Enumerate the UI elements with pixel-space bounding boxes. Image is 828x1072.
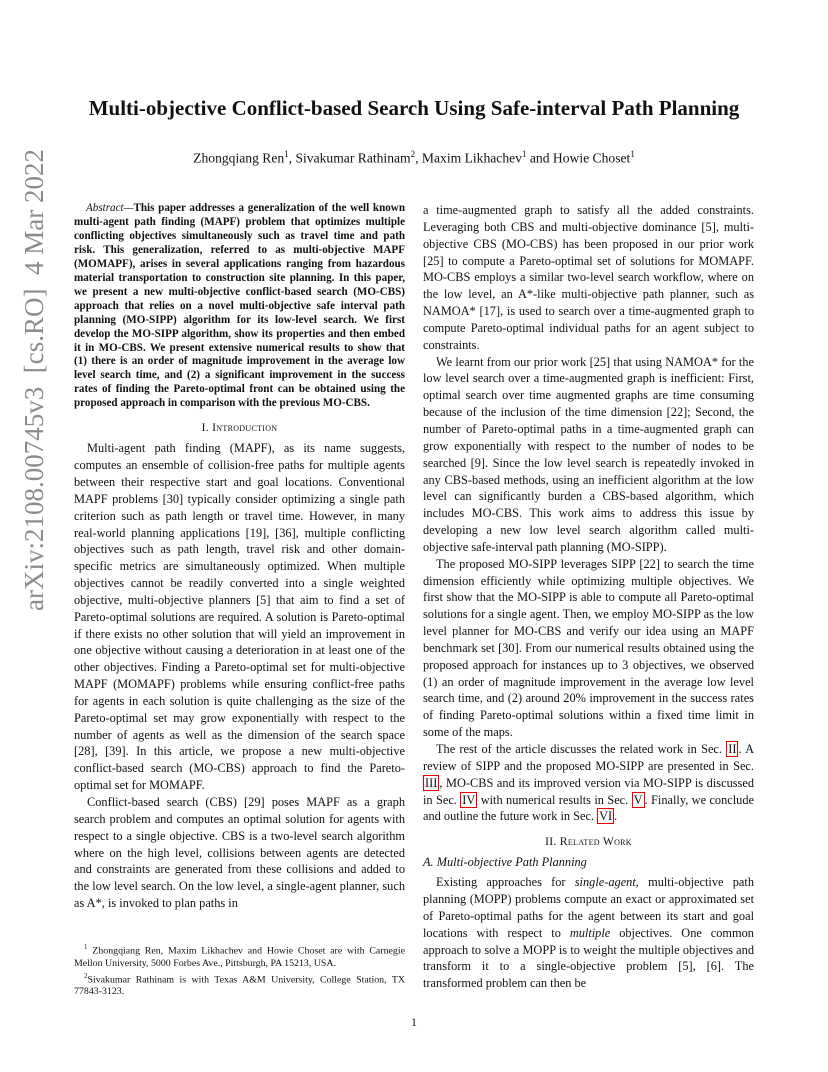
text-run: . Finally, we conclude and outline the future work in Sec. — [423, 792, 754, 824]
author-name: Zhongqiang Ren — [193, 150, 285, 166]
author-name: Maxim Likhachev — [421, 150, 522, 166]
text-run: , multi-objective path planning (MOPP) problems compute an exact or approximated set of Pareto-optimal paths for the agent between its start and goal locations with respect to — [423, 875, 754, 940]
intro-paragraph-4: We learnt from our prior work [25] that using NAMOA* for the low level search over a time-augmented graph is inefficient: First, optimal search over time augmented graphs are time consuming because of the inclusion of the time dimension [22]; Second, the number of Pareto-optimal paths in a time-augmented graph can grow exponentially with respect to the number of nodes to be searched [9]. Since the low level search is repeatedly invoked in any CBS-based methods, using an inefficient algorithm at the low level can significantly burden a CBS-based algorithm, which includes MO-CBS. This work aims to address this issue by developing a new low level search algorithm called multi-objective safe-interval path planning (MO-SIPP). — [423, 354, 754, 554]
section-heading-related-work — [423, 834, 754, 850]
section-link[interactable]: II — [728, 742, 737, 756]
section-link[interactable]: V — [633, 792, 643, 807]
emphasis: single-agent — [574, 875, 636, 890]
footnote-mark: 2 — [84, 971, 88, 980]
author-list — [40, 145, 788, 168]
text-run: . A review of SIPP and the proposed MO-SIPP are presented in Sec. — [423, 742, 755, 773]
intro-paragraph-6 — [423, 741, 754, 825]
author-name: Howie Choset — [552, 150, 631, 166]
author-affiliation-mark: 1 — [521, 149, 527, 159]
section-heading-text: I. Introduction — [201, 421, 278, 435]
footnote-text: Zhongqiang Ren, Maxim Likhachev and Howie Choset are with Carnegie Mellon University, 5000 Forbes Ave., Pittsburgh, PA 15213, USA. — [74, 945, 405, 969]
author-separator: , — [288, 150, 296, 166]
author-name: Sivakumar Rathinam — [295, 150, 411, 166]
footnote-text: Sivakumar Rathinam is with Texas A&M University, College Station, TX 77843-3123. — [74, 974, 405, 998]
abstract — [74, 202, 405, 411]
section-heading-text: II. Related Work — [545, 835, 632, 849]
author-affiliation-mark: 1 — [630, 149, 635, 159]
footnotes — [74, 941, 405, 999]
left-column — [74, 202, 405, 912]
author-separator: and — [526, 150, 553, 166]
right-column — [423, 202, 754, 992]
text-run: with numerical results in Sec. — [477, 792, 632, 807]
related-work-paragraph-1 — [423, 874, 754, 992]
abstract-text: This paper addresses a generalization of the well known multi-agent path finding (MAPF) problem that optimizes multiple conflicting objectives simultaneously such as travel time and path risk. This generalization, referred to as multi-objective MAPF (MOMAPF), arises in several applications ranging from hazardous material transportation to construction site planning. In this paper, we present a new multi-objective conflict-based search (MO-CBS) approach that relies on a novel multi-objective safe interval path planning (MO-SIPP) algorithm for its low-level search. We first develop the MO-SIPP algorithm, show its properties and then embed it in MO-CBS. We present extensive numerical results to show that (1) there is an order of magnitude improvement in the average low level search time, and (2) a significant improvement in the success rates of finding the Pareto-optimal front can be obtained using the proposed approach in comparison with the previous MO-CBS. — [74, 202, 405, 410]
page-number: 1 — [411, 1015, 417, 1029]
abstract-dash: — — [123, 202, 134, 214]
intro-paragraph-2: Conflict-based search (CBS) [29] poses MAPF as a graph search problem and computes an optimal solution for agents with respect to a single objective. CBS is a two-level search algorithm where on the high level, collisions between agents are detected and constraints are generated from these collisions and added to the low level search. On the low level, a single-agent planner, such as A*, is invoked to plan paths in — [74, 795, 405, 911]
author-separator: , — [415, 150, 422, 166]
section-link[interactable]: III — [425, 775, 438, 790]
subsection-heading: A. Multi-objective Path Planning — [423, 855, 587, 870]
arxiv-stamp-text: arXiv:2108.00745v3 [cs.RO] 4 Mar 2022 — [19, 149, 49, 611]
abstract-label: Abstract — [86, 202, 124, 214]
section-heading-introduction — [74, 420, 405, 436]
emphasis: multiple — [569, 925, 611, 940]
arxiv-stamp — [10, 0, 54, 1072]
arxiv-stamp-graphic — [10, 0, 54, 1072]
intro-paragraph-1: Multi-agent path finding (MAPF), as its name suggests, computes an ensemble of collision-free paths for multiple agents between their respective start and goal locations. Conventional MAPF problems [30] typically consider optimizing a single path criterion such as path length or travel time. However, in many real-world planning applications [19], [36], multiple conflicting objectives such as path length, travel risk and other domain-specific metrics are simultaneously optimized. When multiple objectives cannot be readily converted into a single weighted objective, multi-objective planners [5] that aim to find a set of Pareto-optimal solutions are required. A solution is Pareto-optimal if there exists no other solution that will yield an improvement in one objective without causing a deterioration in at least one of the other objectives. Finding a Pareto-optimal set for multi-objective MAPF (MOMAPF) problems while ensuring conflict-free paths for agents in each solution is quite challenging as the size of the Pareto-optimal set may grow exponentially with respect to the number of agents as well as the dimension of the search space [28], [39]. In this article, we propose a new multi-objective conflict-based search (MO-CBS) approach to find the Pareto-optimal set for MOMAPF. — [74, 441, 405, 793]
text-run: , MO-CBS and its improved version via MO-SIPP is discussed in Sec. — [423, 775, 754, 807]
intro-paragraph-5: The proposed MO-SIPP leverages SIPP [22] to search the time dimension efficiently while optimizing multiple objectives. We first show that the MO-SIPP is able to compute all Pareto-optimal solutions for a single agent. Then, we employ MO-SIPP as the low level planner for MO-CBS and verify our idea using an MAPF benchmark set [30]. From our numerical results obtained using the proposed approach for instances up to 3 objectives, we observed (1) an order of magnitude improvement in the average low level search time, and (2) around 20% improvement in the success rates of finding Pareto-optimal solutions within a fixed time limit in some of the maps. — [423, 556, 754, 740]
text-run: objectives. One common approach to solve a MOPP is to weight the multiple objectives and transform it to a single-objective problem [5], [6]. The transformed problem can then be — [423, 925, 754, 991]
footnote-mark: 1 — [84, 943, 88, 951]
author-affiliation-mark: 2 — [410, 149, 416, 159]
section-link[interactable]: IV — [462, 792, 476, 807]
section-link[interactable]: VI — [599, 809, 613, 824]
author-affiliation-mark: 1 — [284, 149, 289, 159]
text-run: . — [614, 809, 618, 824]
footnote — [74, 941, 405, 970]
text-run: The rest of the article discusses the related work in Sec. — [436, 742, 727, 756]
text-run: Existing approaches for — [436, 875, 575, 890]
paper-title: Multi-objective Conflict-based Search Using Safe-interval Path Planning — [88, 96, 740, 120]
intro-paragraph-3: a time-augmented graph to satisfy all the added constraints. Leveraging both CBS and multi-objective dominance [5], multi-objective CBS (MO-CBS) has been proposed in our prior work [25] to compute a Pareto-optimal set of solutions for MOMAPF. MO-CBS employs a similar two-level search workflow, where on the low level, an A*-like multi-objective path planner, such as NAMOA* [17], is used to search over a time-augmented graph to compute Pareto-optimal individual paths for an agent subject to constraints. — [423, 203, 754, 352]
footnote — [74, 970, 405, 999]
